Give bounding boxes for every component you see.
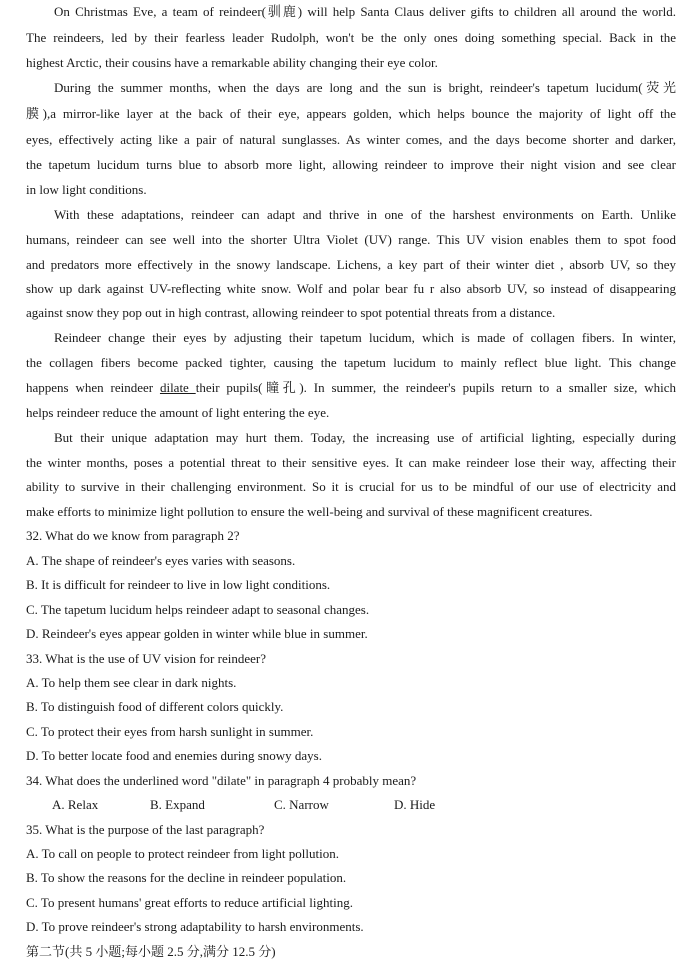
paragraph-line: the tapetum lucidum turns blue to absorb more light, allowing reindeer to improve their night vision and see clear (26, 157, 676, 172)
question-stem: 32. What do we know from paragraph 2? (26, 528, 240, 543)
option-d[interactable]: D. To prove reindeer's strong adaptability to harsh environments. (26, 919, 364, 934)
paragraph-line (26, 380, 676, 396)
option-b[interactable]: B. Expand (150, 797, 205, 812)
paragraph-line: During the summer months, when the days are long and the sun is bright, reindeer's tapetum lucidum(荧光 (54, 80, 676, 95)
paragraph-line: the winter months, poses a potential threat to their sensitive eyes. It can make reindeer lose their way, affecting their (26, 455, 676, 470)
option-a[interactable]: A. Relax (52, 797, 99, 812)
paragraph-line: helps reindeer reduce the amount of light entering the eye. (26, 405, 330, 420)
option-row (52, 797, 652, 813)
paragraph-line: With these adaptations, reindeer can adapt and thrive in one of the harshest environments on Earth. Unlike (54, 207, 676, 222)
option-a[interactable]: A. To call on people to protect reindeer from light pollution. (26, 846, 339, 861)
paragraph-line: show up dark against UV-reflecting white snow. Wolf and polar bear fu r also absorb UV, so instead of disappearing (26, 281, 676, 296)
paragraph-line: and predators more effectively in the snowy landscape. Lichens, a key part of their winter diet , absorb UV, so they (26, 257, 676, 272)
option-d[interactable]: D. Reindeer's eyes appear golden in winter while blue in summer. (26, 626, 368, 641)
text-span: their pupils(瞳孔). In summer, the reindeer's pupils return to a smaller size, which (195, 380, 676, 395)
option-c[interactable]: C. To present humans' great efforts to reduce artificial lighting. (26, 895, 353, 910)
paragraph-line: The reindeers, led by their fearless leader Rudolph, won't be the only ones doing something special. Back in the (26, 30, 676, 45)
paragraph-line: Reindeer change their eyes by adjusting their tapetum lucidum, which is made of collagen fibers. In winter, (54, 330, 676, 345)
option-c[interactable]: C. The tapetum lucidum helps reindeer adapt to seasonal changes. (26, 602, 370, 617)
paragraph-line: eyes, effectively acting like a pair of natural sunglasses. As winter comes, and the days become shorter and darker, (26, 132, 676, 147)
option-c[interactable]: C. To protect their eyes from harsh sunlight in summer. (26, 724, 314, 739)
question-stem: 34. What does the underlined word "dilate" in paragraph 4 probably mean? (26, 773, 417, 788)
paragraph-line: the collagen fibers become packed tighter, causing the tapetum lucidum to mainly reflect blue light. This change (26, 355, 676, 370)
option-d[interactable]: D. To better locate food and enemies during snowy days. (26, 748, 322, 763)
paragraph-line: in low light conditions. (26, 182, 147, 197)
paragraph-line: ability to survive in their challenging environment. So it is crucial for us to be mindful of our use of electricity and (26, 479, 676, 494)
option-c[interactable]: C. Narrow (274, 797, 329, 812)
option-b[interactable]: B. To show the reasons for the decline in reindeer population. (26, 870, 347, 885)
question-stem: 33. What is the use of UV vision for reindeer? (26, 651, 266, 666)
text-span: happens when reindeer (26, 380, 160, 395)
option-a[interactable]: A. The shape of reindeer's eyes varies with seasons. (26, 553, 296, 568)
option-b[interactable]: B. To distinguish food of different colors quickly. (26, 699, 284, 714)
paragraph-line: But their unique adaptation may hurt them. Today, the increasing use of artificial lighting, especially during (54, 430, 676, 445)
underlined-word-dilate: dilate (159, 380, 196, 395)
paragraph-line: highest Arctic, their cousins have a remarkable ability changing their eye color. (26, 55, 438, 70)
section-heading: 第二节(共 5 小题;每小题 2.5 分,满分 12.5 分) (26, 944, 276, 959)
option-d[interactable]: D. Hide (394, 797, 436, 812)
option-a[interactable]: A. To help them see clear in dark nights. (26, 675, 237, 690)
paragraph-line: On Christmas Eve, a team of reindeer(驯鹿) will help Santa Claus deliver gifts to children all around the world. (54, 4, 676, 19)
paragraph-line: 膜),a mirror-like layer at the back of their eye, appears golden, which helps bounce the majority of light off the (26, 106, 676, 121)
question-stem: 35. What is the purpose of the last paragraph? (26, 822, 265, 837)
paragraph-line: make efforts to minimize light pollution to ensure the well-being and survival of these magnificent creatures. (26, 504, 593, 519)
option-b[interactable]: B. It is difficult for reindeer to live in low light conditions. (26, 577, 331, 592)
paragraph-line: humans, reindeer can see well into the shorter Ultra Violet (UV) range. This UV vision enables them to spot food (26, 232, 676, 247)
paragraph-line: against snow they pop out in high contrast, allowing reindeer to spot potential threats from a distance. (26, 305, 556, 320)
